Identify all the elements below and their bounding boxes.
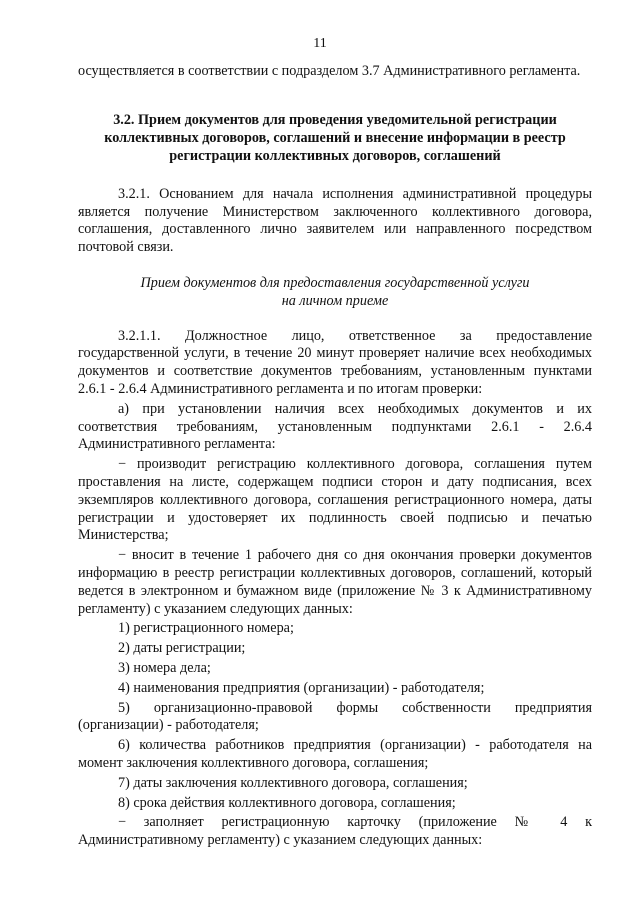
section-heading: 3.2. Прием документов для проведения уведомительной регистрации коллективных договоров, соглашений и внесение информации в реестр регистрации коллективных договоров, соглашений	[104, 111, 566, 164]
list-item: 6) количества работников предприятия (организации) - работодателя на момент заключения коллективного договора, соглашения;	[78, 737, 592, 771]
list-item: 8) срока действия коллективного договора, соглашения;	[118, 794, 456, 811]
paragraph-3-2-1-1: 3.2.1.1. Должностное лицо, ответственное за предоставление государственной услуги, в течение 20 минут проверяет наличие всех необходимых документов и соответствие документов требованиям, установленным пунктами 2.6.1 - 2.6.4 Административного регламента и по итогам проверки:	[78, 327, 592, 397]
paragraph-dash-registration: − производит регистрацию коллективного договора, соглашения путем проставления на листе, содержащем подписи сторон и дату подписания, всех экземпляров коллективного договора, соглашения регистрационного номера, даты регистрации и удостоверяет их подлинность своей подписью и печатью Министерства;	[78, 456, 592, 544]
subsection-heading	[78, 275, 592, 311]
paragraph-dash-card: − заполняет регистрационную карточку (приложение № 4 к Административному регламенту) с указанием следующих данных:	[78, 814, 592, 849]
list-item: 3) номера дела;	[118, 659, 211, 676]
page-number: 11	[313, 36, 327, 51]
subsection-heading-line-2: на личном приеме	[281, 292, 389, 309]
subsection-heading-line-1: Прием документов для предоставления государственной услуги	[140, 274, 530, 291]
paragraph-dash-registry: − вносит в течение 1 рабочего дня со дня окончания проверки документов информацию в реестр регистрации коллективных договоров, соглашений, который ведется в электронном и бумажном виде (приложение № 3 к Административному регламенту) с указанием следующих данных:	[78, 547, 592, 617]
document-body	[78, 63, 592, 850]
paragraph-continuation: осуществляется в соответствии с подразделом 3.7 Административного регламента.	[78, 63, 581, 79]
list-item: 4) наименования предприятия (организации) - работодателя;	[118, 679, 485, 696]
list-item: 5) организационно-правовой формы собственности предприятия (организации) - работодателя;	[78, 699, 592, 734]
paragraph-3-2-1: 3.2.1. Основанием для начала исполнения административной процедуры является получение Министерством заключенного коллективного договора, соглашения, доставленного лично заявителем или направленного посредством почтовой связи.	[78, 185, 592, 256]
list-item: 1) регистрационного номера;	[118, 620, 294, 637]
paragraph-a: а) при установлении наличия всех необходимых документов и их соответствия требованиям, установленным подпунктами 2.6.1 - 2.6.4 Административного регламента:	[78, 400, 592, 453]
list-item: 7) даты заключения коллективного договора, соглашения;	[118, 774, 468, 791]
list-item: 2) даты регистрации;	[118, 640, 246, 657]
